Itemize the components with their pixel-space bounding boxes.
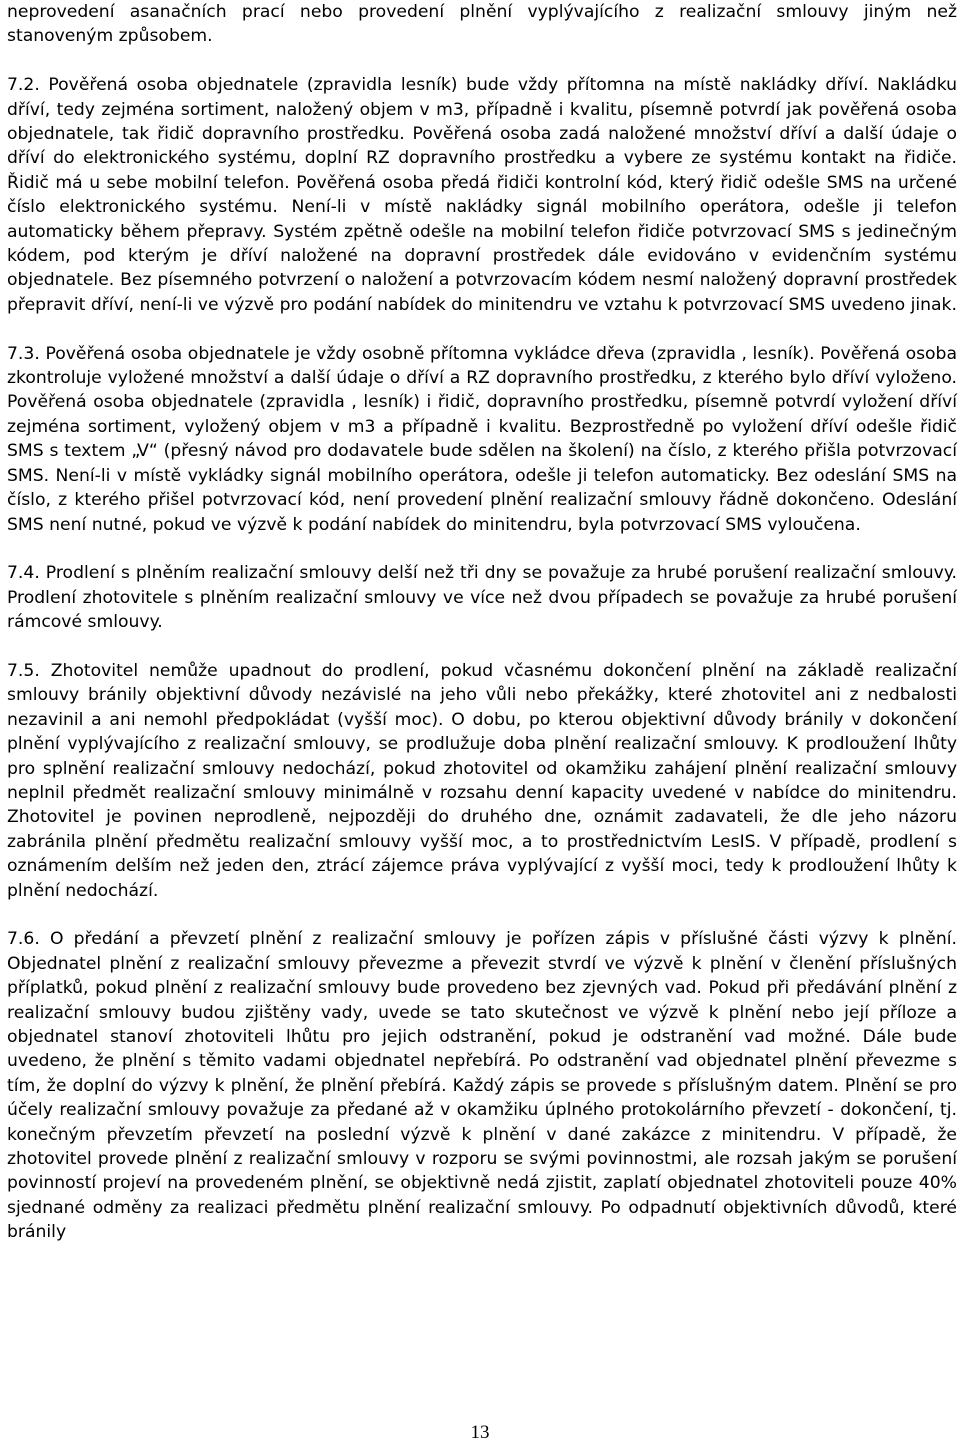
paragraph-text: O předání a převzetí plnění z realizační smlouvy je pořízen zápis v příslušné části výzvy k plnění. Objednatel plnění z realizační smlouvy převezme a převezit stvrdí ve výzvě k plnění v členění příslušných příplatků, pokud plnění z realizační smlouvy bude provedeno bez zjevných vad. Pokud při předávání plnění z realizační smlouvy budou zjištěny vady, uvede se tato skutečnost ve výzvě k plnění nebo její příloze a objednatel stanoví zhotoviteli lhůtu pro jejich odstranění, pokud je odstranění vad možné. Dále bude uvedeno, že plnění s těmito vadami objednatel nepřebírá. Po odstranění vad objednatel plnění převezme s tím, že doplní do výzvy k plnění, že plnění přebírá. Každý zápis se provede s příslušným datem. Plnění se pro účely realizační smlouvy považuje za předané až v okamžiku úplného protokolárního převzetí - dokončení, tj. konečným převzetím převzetí na poslední výzvě k plnění v dané zakázce z minitendru. V případě, že zhotovitel provede plnění z realizační smlouvy v rozporu se svými povinnostmi, ale rozsah jakým se porušení povinností projeví na provedeném plnění, se objektivně nedá zjistit, zaplatí objednatel zhotoviteli pouze 40% sjednané odměny za realizaci předmětu plnění realizační smlouvy. Po odpadnutí objektivních důvodů, které bránily [7,929,957,1243]
paragraph-text: neprovedení asanačních prací nebo provedení plnění vyplývajícího z realizační smlouvy jiným než stanoveným způsobem. [7,2,957,47]
paragraph-text: Prodlení s plněním realizační smlouvy delší než tři dny se považuje za hrubé porušení realizační smlouvy. Prodlení zhotovitele s plněním realizační smlouvy ve více než dvou případech se považuje za hrubé porušení rámcové smlouvy. [7,563,958,633]
paragraph-number: 7.6. [7,929,40,950]
paragraph-7-4 [7,561,957,634]
paragraph-text: Pověřená osoba objednatele (zpravidla lesník) bude vždy přítomna na místě nakládky dříví. Nakládku dříví, tedy zejména sortiment, naložený objem v m3, případně i kvalitu, písemně potvrdí jak pověřená osoba objednatele, tak řidič dopravního prostředku. Pověřená osoba zadá naložené množství dříví a další údaje o dříví do elektronického systému, doplní RZ dopravního prostředku a vybere ze systému kontakt na řidiče. Řidič má u sebe mobilní telefon. Pověřená osoba předá řidiči kontrolní kód, který řidič odešle SMS na určené číslo elektronického systému. Není-li v místě nakládky signál mobilního operátora, odešle ji telefon automaticky během přepravy. Systém zpětně odešle na mobilní telefon řidiče potvrzovací SMS s jedinečným kódem, pod kterým je dříví naložené na dopravní prostředek dále evidováno v evidenčním systému objednatele. Bez písemného potvrzení o naložení a potvrzovacím kódem nesmí naložený dopravní prostředek přepravit dříví, není-li ve výzvě pro podání nabídek do minitendru ve vztahu k potvrzovací SMS uvedeno jinak. [7,75,958,315]
paragraph-7-3 [7,342,957,537]
paragraph-7-6 [7,927,957,1244]
page-number: 13 [470,1422,490,1443]
paragraph-text: Pověřená osoba objednatele je vždy osobně přítomna vykládce dřeva (zpravidla , lesník). Pověřená osoba zkontroluje vyložené množství a další údaje o dříví a RZ dopravního prostředku, z kterého bylo dříví vyloženo. Pověřená osoba objednatele (zpravidla , lesník) i řidič, dopravního prostředku, písemně potvrdí vyložení dříví zejména sortiment, vyložený objem v m3 a případně i kvalitu. Bezprostředně po vyložení dříví odešle řidič SMS s textem „V“ (přesný návod pro dodavatele bude sdělen na školení) na číslo, z kterého přišla potvrzovací SMS. Není-li v místě vykládky signál mobilního operátora, odešle ji telefon automaticky. Bez odeslání SMS na číslo, z kterého přišel potvrzovací kód, není provedení plnění realizační smlouvy řádně dokončeno. Odeslání SMS není nutné, pokud ve výzvě k podání nabídek do minitendru, byla potvrzovací SMS vyloučena. [7,343,958,535]
paragraph-7-5 [7,659,957,903]
paragraph-7-2 [7,73,957,317]
paragraph-number: 7.5. [7,660,40,681]
paragraph-7-1-continuation [7,0,957,49]
document-page [7,0,957,1245]
paragraph-text: Zhotovitel nemůže upadnout do prodlení, pokud včasnému dokončení plnění na základě realizační smlouvy bránily objektivní důvody nezávislé na jeho vůli nebo překážky, které zhotovitel ani z nedbalosti nezavinil a ani nemohl předpokládat (vyšší moc). O dobu, po kterou objektivní důvody bránily v dokončení plnění vyplývajícího z realizační smlouvy, se prodlužuje doba plnění realizační smlouvy. K prodloužení lhůty pro splnění realizační smlouvy nedochází, pokud zhotovitel od okamžiku zahájení plnění realizační smlouvy neplnil předmět realizační smlouvy minimálně v rozsahu denní kapacity uvedené v nabídce do minitendru. Zhotovitel je povinen neprodleně, nejpozději do druhého dne, oznámit zadavateli, že dle jeho názoru zabránila plnění předmětu realizační smlouvy vyšší moc, a to prostřednictvím LesIS. V případě, prodlení s oznámením delším než jeden den, ztrácí zájemce práva vyplývající z vyšší moci, tedy k prodloužení lhůty k plnění nedochází. [7,660,957,901]
paragraph-number: 7.4. [7,563,40,584]
paragraph-number: 7.3. [7,343,40,364]
paragraph-number: 7.2. [7,75,40,96]
